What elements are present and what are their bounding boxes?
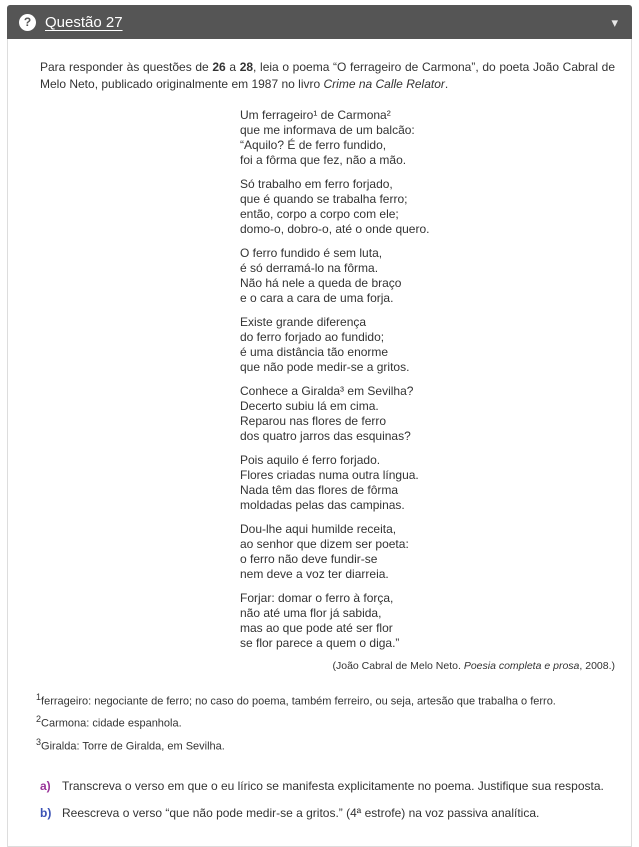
footnote-number: 2 xyxy=(36,714,42,725)
caret-down-icon[interactable]: ▾ xyxy=(611,14,618,30)
intro-text: . xyxy=(444,77,449,92)
question-text: Reescreva o verso “que não pode medir-se a gritos.” (4ª estrofe) na voz passiva analítica. xyxy=(62,805,540,820)
intro-text: a xyxy=(225,60,240,74)
poem-stanza xyxy=(240,591,615,651)
poem-line: mas ao que pode até ser flor xyxy=(240,620,393,635)
question-circle-icon: ? xyxy=(19,14,36,31)
intro-bold-28: 28 xyxy=(239,60,254,74)
citation-text: (João Cabral de Melo Neto. xyxy=(332,659,464,672)
intro-text: Para responder às questões de xyxy=(40,60,213,74)
question-title[interactable]: Questão 27 xyxy=(45,13,123,31)
question-panel xyxy=(7,5,632,847)
poem-line: Forjar: domar o ferro à força, xyxy=(240,590,394,605)
poem-line: então, corpo a corpo com ele; xyxy=(240,206,399,221)
question-item xyxy=(40,805,615,821)
poem-line: Reparou nas flores de ferro xyxy=(240,413,387,428)
footnote-text: Carmona: cidade espanhola. xyxy=(41,718,182,731)
poem-line: dos quatro jarros das esquinas? xyxy=(240,428,411,443)
poem-line: Existe grande diferença xyxy=(240,314,367,329)
intro-text: , leia o poema “O ferrageiro de Carmona”, do poeta João Cabral de Melo Neto, publicado originalmente em 1987 no livro xyxy=(40,60,616,92)
poem-line: nem deve a voz ter diarreia. xyxy=(240,566,389,581)
poem-stanza xyxy=(240,246,615,306)
poem-line: que é quando se trabalha ferro; xyxy=(240,191,408,206)
poem-line: o ferro não deve fundir-se xyxy=(240,551,378,566)
poem-line: e o cara a cara de uma forja. xyxy=(240,290,394,305)
poem xyxy=(240,108,615,672)
question-body xyxy=(7,39,632,847)
poem-line: do ferro forjado ao fundido; xyxy=(240,329,385,344)
question-letter: b) xyxy=(40,805,52,820)
poem-line: “Aquilo? É de ferro fundido, xyxy=(240,137,387,152)
poem-line: Flores criadas numa outra língua. xyxy=(240,467,419,482)
footnote-number: 3 xyxy=(36,737,42,748)
question-text: Transcreva o verso em que o eu lírico se manifesta explicitamente no poema. Justifique sua resposta. xyxy=(62,778,604,793)
poem-line: não até uma flor já sabida, xyxy=(240,605,382,620)
intro-book-title: Crime na Calle Relator xyxy=(323,77,445,92)
footnote-item xyxy=(36,710,615,733)
poem-line: se flor parece a quem o diga.” xyxy=(240,635,400,650)
poem-line: Só trabalho em ferro forjado, xyxy=(240,176,393,191)
poem-line: que me informava de um balcão: xyxy=(240,122,415,137)
question-items xyxy=(40,778,615,821)
poem-line: ao senhor que dizem ser poeta: xyxy=(240,536,409,551)
poem-stanza xyxy=(240,522,615,582)
poem-line: Conhece a Giralda³ em Sevilha? xyxy=(240,383,414,398)
poem-stanza xyxy=(240,108,615,168)
citation-text: , 2008.) xyxy=(579,659,615,672)
question-header[interactable] xyxy=(7,5,632,39)
poem-stanza xyxy=(240,453,615,513)
poem-line: O ferro fundido é sem luta, xyxy=(240,245,383,260)
question-letter: a) xyxy=(40,778,51,793)
poem-line: Decerto subiu lá em cima. xyxy=(240,398,379,413)
poem-line: Um ferrageiro¹ de Carmona² xyxy=(240,107,391,122)
footnote-number: 1 xyxy=(36,691,42,702)
intro-paragraph xyxy=(40,59,615,94)
poem-line: foi a fôrma que fez, não a mão. xyxy=(240,152,407,167)
poem-line: moldadas pelas das campinas. xyxy=(240,497,405,512)
poem-line: é uma distância tão enorme xyxy=(240,344,389,359)
poem-line: Pois aquilo é ferro forjado. xyxy=(240,452,381,467)
poem-line: Não há nele a queda de braço xyxy=(240,275,402,290)
poem-line: que não pode medir-se a gritos. xyxy=(240,359,410,374)
poem-line: domo-o, dobro-o, até o onde quero. xyxy=(240,221,430,236)
poem-citation xyxy=(240,660,615,672)
question-item xyxy=(40,778,615,794)
citation-book-title: Poesia completa e prosa xyxy=(463,659,580,672)
footnote-text: Giralda: Torre de Giralda, em Sevilha. xyxy=(41,740,225,753)
poem-line: é só derramá-lo na fôrma. xyxy=(240,260,379,275)
poem-line: Nada têm das flores de fôrma xyxy=(240,482,399,497)
poem-stanza xyxy=(240,177,615,237)
intro-bold-26: 26 xyxy=(212,60,226,74)
footnote-text: ferrageiro: negociante de ferro; no caso do poema, também ferreiro, ou seja, artesão que trabalha o ferro. xyxy=(41,695,556,708)
poem-stanzas xyxy=(240,108,615,651)
footnotes xyxy=(36,688,615,756)
poem-stanza xyxy=(240,384,615,444)
poem-line: Dou-lhe aqui humilde receita, xyxy=(240,521,397,536)
footnote-item xyxy=(36,688,615,711)
poem-stanza xyxy=(240,315,615,375)
footnote-item xyxy=(36,733,615,756)
